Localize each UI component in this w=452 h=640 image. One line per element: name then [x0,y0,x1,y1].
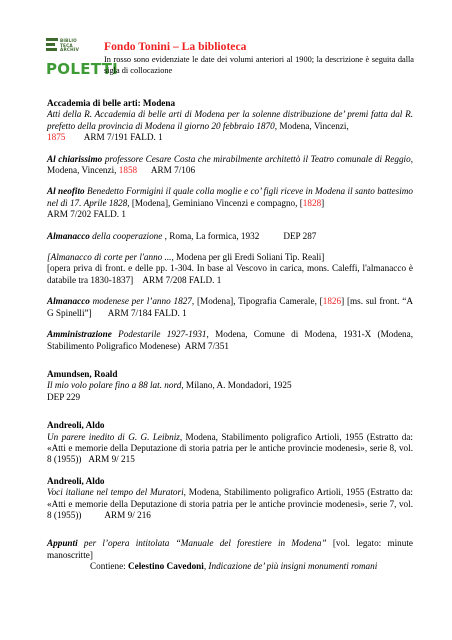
entry-contents-title: , Indicazione de’ più insigni monumenti romani [203,561,378,572]
entry-year: 1858 [118,165,138,176]
catalog-entry [47,476,413,522]
catalog-entry [47,231,413,242]
entry-year: 1826 [322,296,342,307]
catalog-entry [47,252,413,286]
entry-lead: Appunti [47,538,78,549]
catalog-entry [47,420,413,466]
entry-imprint: , Modena per gli Eredi Soliani Tip. Reali] [171,252,325,263]
entry-location: ARM 7/191 FALD. 1 [83,132,163,143]
entry-title: Podestarile 1927-1931 [111,329,207,340]
biblioteca-poletti-logo [46,38,119,82]
page-header [104,40,414,76]
entry-imprint-end: ] [321,197,325,208]
entry-lead: Al neofito [47,186,85,197]
entry-imprint: , Roma, La formica, 1932 [162,230,260,241]
catalog-entry [47,296,413,319]
entry-location: ARM 7/351 [184,340,229,351]
entry-title: di corte per l'anno ... [91,252,172,263]
entry-lead: Almanacco [47,296,90,307]
entry-title: professore Cesare Costa che mirabilmente architettò il Teatro comunale di Reggio [102,153,411,164]
entry-imprint-end: ] [ms. sul front. “A G Spinelli”] [47,296,413,318]
catalog-entry [47,538,413,572]
entry-heading: Andreoli, Aldo [47,475,105,486]
catalog-entry [47,98,413,144]
page-subtitle: In rosso sono evidenziate le date dei volumi anteriori al 1900; la descrizione è seguita dalla sigla di collocazione [104,55,414,75]
entry-year: 1828 [302,197,322,208]
logo-small-text: BIBLIO TECA ARCHIV [60,38,80,53]
entry-imprint: , [Modena], Tipografia Camerale, [ [191,296,323,307]
entry-location: ARM 7/202 FALD. 1 [47,209,126,220]
entry-title: Benedetto Formigini il quale colla moglie e co’ figli riceve in Modena il santo battesimo nel dì 17. Aprile 1828 [47,186,413,208]
entry-location: DEP 229 [47,391,81,402]
page-title: Fondo Tonini – La biblioteca [104,40,247,53]
entry-location: DEP 287 [283,230,317,241]
catalog-entry [47,369,413,403]
entry-imprint: , Modena, Stabilimento poligrafico Artioli, 1955 (Estratto da: «Atti e memorie della Deputazione di storia patria per le antiche provincie modenesi», serie 8, vol. 8 (1955)) [47,431,413,465]
entry-title: Un parere inedito di G. G. Leibniz [47,431,180,442]
logo-mark-icon [46,38,58,54]
entry-note: [opera priva di front. e delle pp. 1-304. In base al Vescovo in carica, mons. Caleffi, l'almanacco è databile tra 1830-1837] [47,263,413,285]
entry-location: ARM 9/ 216 [104,509,151,520]
entry-imprint: , Modena, Vincenzi, [47,153,413,176]
entry-location: ARM 7/106 [150,165,196,176]
entry-imprint: , [Modena], Geminiano Vincenzi e compagno, [ [127,197,303,208]
catalog-entry [47,186,413,220]
catalog-entries [47,98,413,583]
entry-imprint: , Milano, A. Mondadori, 1925 [181,380,292,391]
logo-emblem [46,38,104,58]
entry-lead: Amministrazione [47,329,112,340]
entry-year: 1875 [47,132,66,143]
entry-imprint: , Modena, Stabilimento poligrafico Artioli, 1955 (Estratto da: «Atti e memorie della Deputazione di storia patria per le antiche provincie modenesi», serie 7, vol. 8 (1955)) [47,487,413,520]
catalog-entry [47,154,413,177]
entry-location: ARM 7/184 FALD. 1 [107,307,187,318]
entry-heading: Andreoli, Aldo [47,420,105,431]
entry-imprint: , Modena, Comune di Modena, 1931-X (Modena, Stabilimento Poligrafico Modenese) [47,329,413,351]
entry-lead: Al chiarissimo [47,153,103,164]
entry-lead: [Almanacco [47,252,92,263]
entry-heading: Amundsen, Roald [47,368,118,379]
entry-title: Atti della R. Accademia di belle arti di Modena per la solenne distribuzione de’ premi fatta dal R. prefetto della provincia di Modena il giorno 20 febbraio 1870 [47,109,413,131]
entry-title: della cooperazione [89,230,163,241]
logo-name: POLETTI [46,60,119,78]
entry-title: modenese per l’anno 1827 [89,296,192,307]
entry-heading: Accademia di belle arti: Modena [47,98,176,108]
entry-location: ARM 7/208 FALD. 1 [142,274,222,285]
entry-title: per l’opera intitolata “Manuale del forestiere in Modena” [77,538,327,549]
entry-title: Il mio volo polare fino a 88 lat. nord [47,380,182,391]
catalog-entry [47,329,413,352]
entry-contents-label: Contiene: [90,561,129,572]
entry-location: ARM 9/ 215 [88,454,135,465]
entry-imprint: [vol. legato: minute manoscritte] [47,538,413,560]
entry-contents-author: Celestino Cavedoni [128,561,204,572]
entry-title: Voci italiane nel tempo del Muratori [47,487,184,498]
entry-imprint: , Modena, Vincenzi, [274,120,349,131]
entry-lead: Almanacco [47,230,90,241]
